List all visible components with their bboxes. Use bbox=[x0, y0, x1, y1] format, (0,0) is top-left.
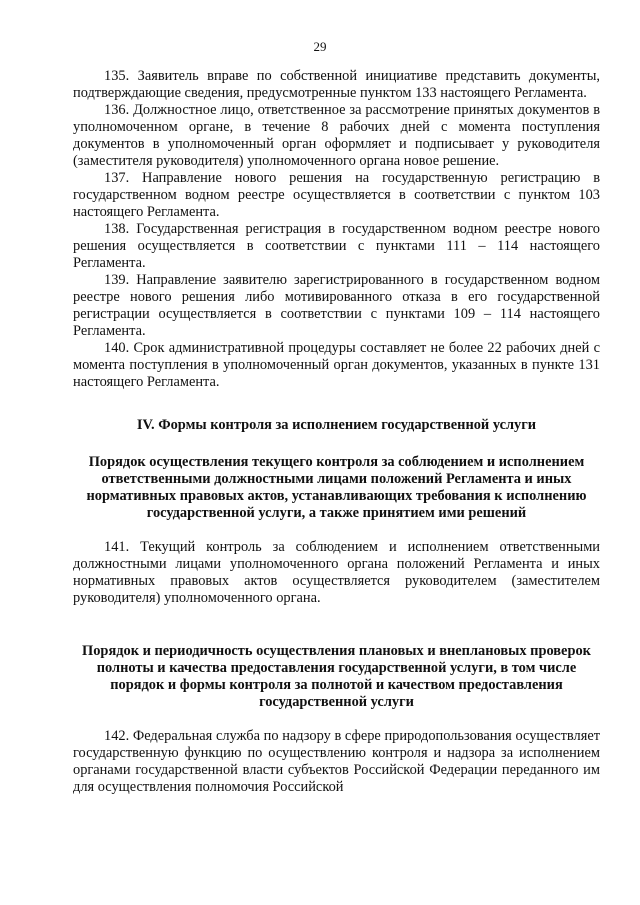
section-heading: IV. Формы контроля за исполнением государственной услуги bbox=[136, 417, 537, 433]
paragraph-140: 140. Срок административной процедуры составляет не более 22 рабочих дней с момента поступления в уполномоченный орган документов, указанных в пункте 131 настоящего Регламента. bbox=[73, 340, 600, 390]
paragraph-142: 142. Федеральная служба по надзору в сфере природопользования осуществляет государственную функцию по осуществлению контроля и надзора за исполнением органами государственной власти субъектов Российской Федерации переданного им для осуществления полномочия Российской bbox=[73, 728, 600, 795]
paragraph-135: 135. Заявитель вправе по собственной инициативе представить документы, подтверждающие сведения, предусмотренные пунктом 133 настоящего Регламента. bbox=[73, 68, 600, 101]
subheading-current-control: Порядок осуществления текущего контроля за соблюдением и исполнением ответственными должностными лицами положений Регламента и иных нормативных правовых актов, устанавливающих требования к исполнению государственной услуги, а также принятием ими решений bbox=[86, 454, 587, 521]
paragraph-136: 136. Должностное лицо, ответственное за рассмотрение принятых документов в уполномоченном органе, в течение 8 рабочих дней с момента поступления документов в уполномоченный орган оформляет и подписывает у руководителя (заместителя руководителя) уполномоченного органа новое решение. bbox=[73, 102, 600, 169]
paragraph-141: 141. Текущий контроль за соблюдением и исполнением ответственными должностными лицами уполномоченного органа положений Регламента и иных нормативных правовых актов осуществляется руководителем (заместителем руководителя) уполномоченного органа. bbox=[73, 539, 600, 606]
document-body bbox=[73, 68, 600, 796]
subheading-inspections: Порядок и периодичность осуществления плановых и внеплановых проверок полноты и качества предоставления государственной услуги, в том числе порядок и формы контроля за полнотой и качеством предоставления государственной услуги bbox=[82, 643, 591, 710]
paragraph-139: 139. Направление заявителю зарегистрированного в государственном водном реестре нового решения либо мотивированного отказа в его государственной регистрации осуществляется в соответствии с пунктами 109 – 114 настоящего Регламента. bbox=[73, 272, 600, 339]
paragraph-137: 137. Направление нового решения на государственную регистрацию в государственном водном реестре осуществляется в соответствии с пунктом 103 настоящего Регламента. bbox=[73, 170, 600, 220]
paragraph-138: 138. Государственная регистрация в государственном водном реестре нового решения осуществляется в соответствии с пунктами 111 – 114 настоящего Регламента. bbox=[73, 221, 600, 271]
page-number: 29 bbox=[313, 39, 327, 54]
